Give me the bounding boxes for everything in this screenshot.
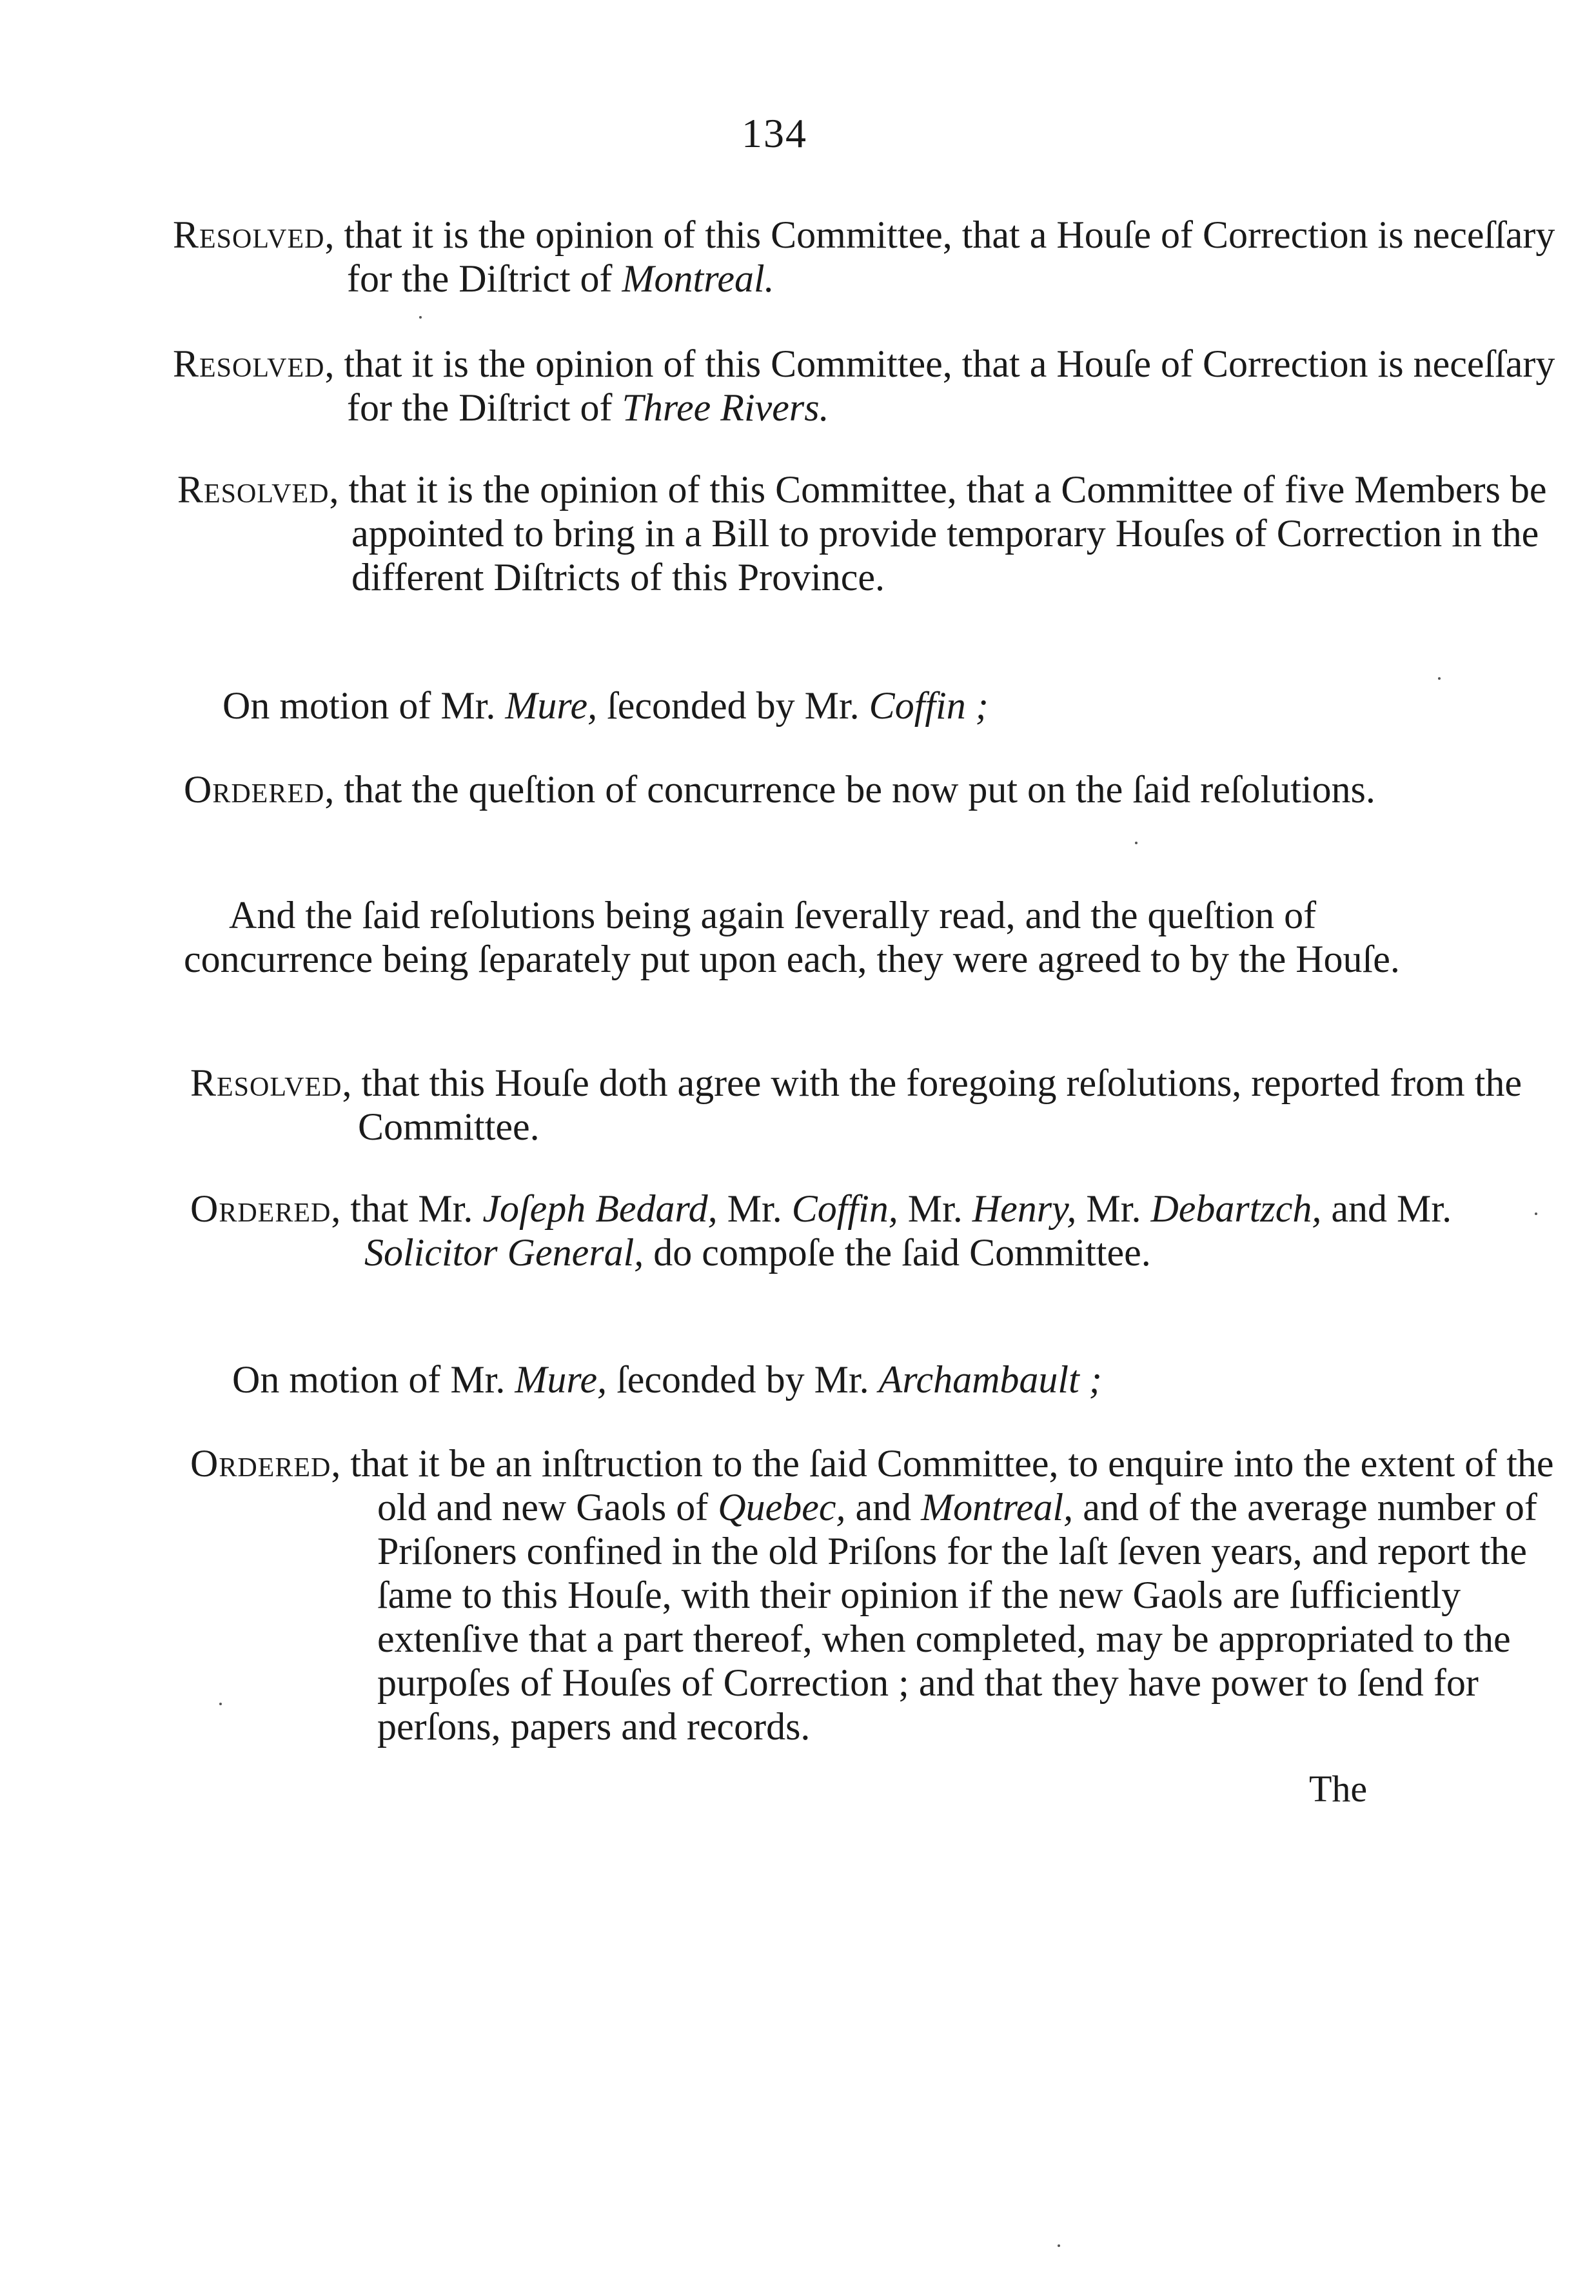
page-number: 134	[742, 110, 807, 156]
italic-name-text: Joſeph Bedard,	[482, 1187, 718, 1230]
italic-name-text: Mure,	[515, 1358, 607, 1401]
italic-name-text: Debartzch,	[1150, 1187, 1322, 1230]
body-text: ſeconded by Mr.	[597, 684, 869, 727]
resolution-montreal	[173, 213, 1585, 301]
body-text: Mr.	[898, 1187, 972, 1230]
scan-speck	[219, 1703, 222, 1705]
body-text: On motion of Mr.	[222, 684, 506, 727]
lead-word: Ordered	[190, 1187, 331, 1230]
lead-word: Resolved	[177, 468, 330, 511]
order-committee-members	[190, 1187, 1583, 1274]
scan-speck	[419, 316, 422, 319]
scan-speck	[1438, 677, 1441, 680]
italic-name-text: Coffin ;	[869, 684, 989, 727]
body-text: , that it is the opinion of this Committee, that a Houſe of Correction is neceſſary for the Diſtrict of	[324, 342, 1555, 429]
italic-name-text: Solicitor General,	[364, 1231, 644, 1274]
italic-name-text: Coffin,	[791, 1187, 898, 1230]
resolution-three-rivers	[173, 342, 1585, 430]
order-question-of-concurrence	[184, 767, 1577, 811]
italic-name-text: Montreal,	[921, 1486, 1074, 1529]
italic-name-text: Three Rivers.	[622, 386, 829, 429]
body-text: and	[845, 1486, 921, 1529]
italic-name-text: Henry,	[972, 1187, 1077, 1230]
order-instruction-gaols	[190, 1441, 1596, 1748]
body-text: , that this Houſe doth agree with the foregoing reſolutions, reported from the Committee.	[342, 1062, 1522, 1148]
body-text: , that it is the opinion of this Committee, that a Committee of five Members be appointed to bring in a Bill to provide temporary Houſes of Correction in the different Diſtricts of this Province.	[329, 468, 1547, 599]
resolution-committee-of-five	[177, 468, 1590, 599]
scan-speck	[1135, 842, 1138, 844]
body-text: and of the average number of Priſoners confined in the old Priſons for the laſt ſeven years, and report the ſame to this Houſe, with their opinion if the new Gaols are ſufficiently extenſive that a part thereof, when completed, may be appropriated to the purpoſes of Houſes of Correction ; and that they have power to ſend for perſons, papers and records.	[377, 1486, 1537, 1748]
body-text: do compoſe the ſaid Committee.	[644, 1231, 1151, 1274]
body-text: , that it be an inſtruction to the ſaid Committee, to enquire into the extent of the old and new Gaols of	[331, 1442, 1554, 1529]
body-text: On motion of Mr.	[232, 1358, 515, 1401]
body-text: , that the queſtion of concurrence be now put on the ſaid reſolutions.	[324, 768, 1375, 811]
motion-mure-archambault	[232, 1358, 1412, 1401]
body-text: and Mr.	[1321, 1187, 1452, 1230]
lead-word: Resolved	[173, 213, 325, 256]
italic-name-text: Mure,	[505, 684, 598, 727]
italic-name-text: Montreal.	[622, 257, 774, 300]
catchword: The	[1309, 1768, 1368, 1810]
body-text: And the ſaid reſolutions being again ſeverally read, and the queſtion of concurrence being ſeparately put upon each, they were agreed to by the Houſe.	[184, 894, 1400, 980]
resolutions-agreed-paragraph	[184, 893, 1409, 981]
lead-word: Ordered	[190, 1442, 331, 1485]
italic-name-text: Quebec,	[718, 1486, 846, 1529]
scan-speck	[1058, 2244, 1060, 2247]
lead-word: Resolved	[173, 342, 325, 385]
lead-word: Ordered	[184, 768, 325, 811]
body-text: Mr.	[1076, 1187, 1151, 1230]
resolution-house-agrees	[190, 1061, 1577, 1149]
body-text: Mr.	[717, 1187, 792, 1230]
lead-word: Resolved	[190, 1062, 342, 1104]
body-text: , that Mr.	[331, 1187, 483, 1230]
scan-speck	[1535, 1212, 1537, 1215]
body-text: , that it is the opinion of this Committee, that a Houſe of Correction is neceſſary for the Diſtrict of	[324, 213, 1555, 300]
body-text: ſeconded by Mr.	[607, 1358, 879, 1401]
motion-mure-coffin	[222, 684, 1415, 727]
italic-name-text: Archambault ;	[878, 1358, 1102, 1401]
